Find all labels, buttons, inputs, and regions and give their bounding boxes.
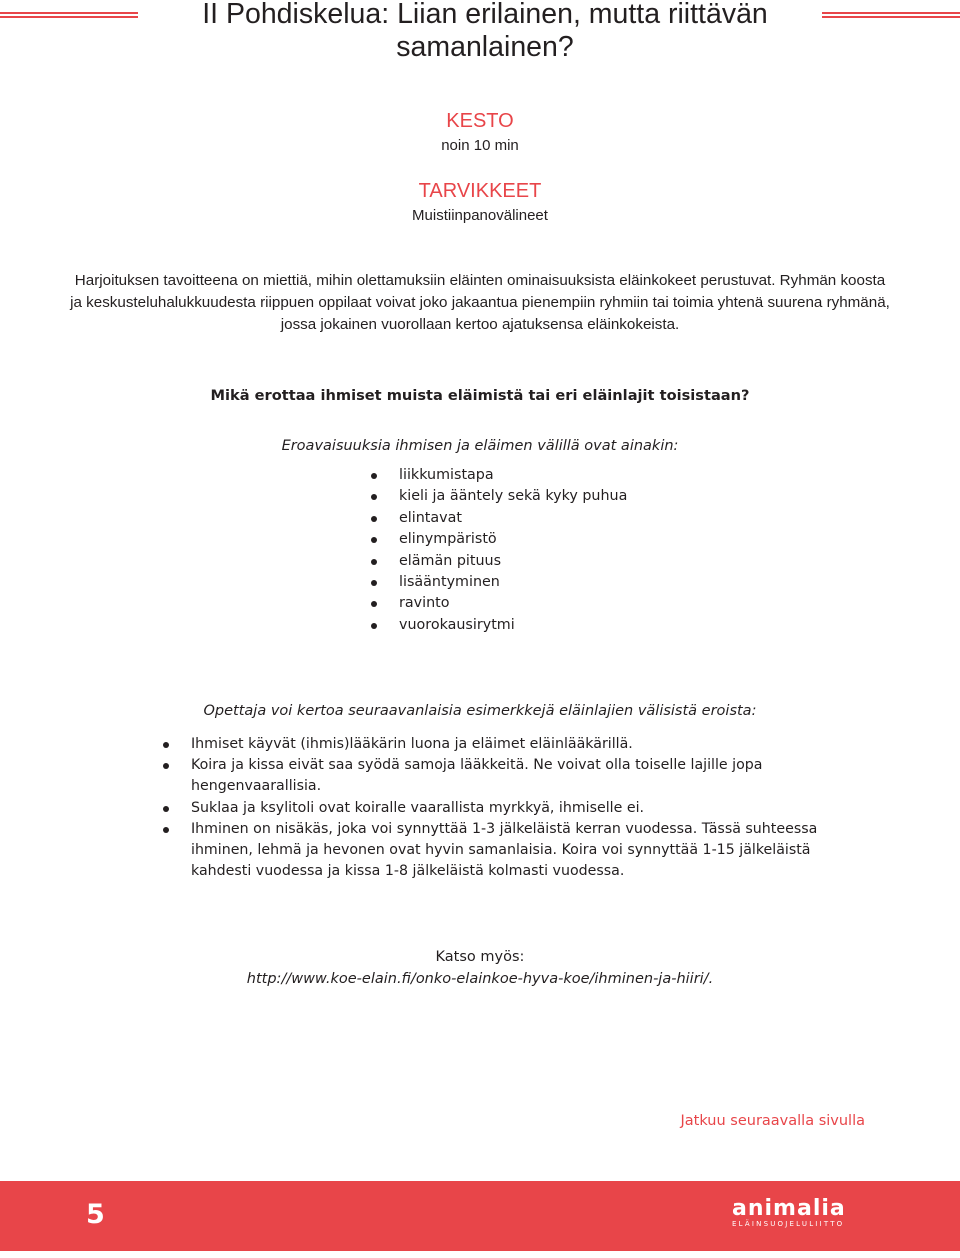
list-item: ravinto (357, 593, 627, 614)
duration-value: noin 10 min (441, 137, 519, 154)
header-rule-right (822, 12, 960, 22)
list-item: Ihmiset käyvät (ihmis)lääkärin luona ja eläimet eläinlääkärillä. (149, 734, 839, 755)
list-item: elämän pituus (357, 551, 627, 572)
see-also-label: Katso myös: (435, 949, 525, 965)
logo-name: animalia (732, 1196, 846, 1221)
examples-lead: Opettaja voi kertoa seuraavanlaisia esimerkkejä eläinlajien välisistä eroista: (203, 703, 757, 719)
list-item: vuorokausirytmi (357, 615, 627, 636)
animalia-logo (732, 1198, 865, 1228)
differences-lead: Eroavaisuuksia ihmisen ja eläimen välillä ovat ainakin: (281, 438, 679, 454)
materials-value: Muistiinpanovälineet (412, 207, 548, 224)
see-also-link[interactable]: http://www.koe-elain.fi/onko-elainkoe-hyva-koe/ihminen-ja-hiiri/. (246, 971, 714, 987)
footer-bar (0, 1181, 960, 1251)
examples-list (149, 734, 839, 882)
materials-heading: TARVIKKEET (418, 180, 542, 202)
differences-list (357, 465, 627, 636)
page-number: 5 (86, 1199, 105, 1230)
list-item: elintavat (357, 508, 627, 529)
list-item: Suklaa ja ksylitoli ovat koiralle vaarallista myrkkyä, ihmiselle ei. (149, 798, 839, 819)
list-item: kieli ja ääntely sekä kyky puhua (357, 486, 627, 507)
list-item: lisääntyminen (357, 572, 627, 593)
list-item: elinympäristö (357, 529, 627, 550)
intro-paragraph: Harjoituksen tavoitteena on miettiä, mihin olettamuksiin eläinten ominaisuuksista eläinkokeet perustuvat. Ryhmän koosta ja keskusteluhalukkuudesta riippuen oppilaat voivat joko jakaantua pienempiin ryhmiin tai toimia yhtenä suurena ryhmänä, jossa jokainen vuorollaan kertoo ajatuksensa eläinkokeista. (70, 272, 890, 333)
duration-heading: KESTO (446, 110, 514, 132)
list-item: Koira ja kissa eivät saa syödä samoja lääkkeitä. Ne voivat olla toiselle lajille jopa hengenvaarallisia. (149, 755, 839, 797)
list-item: Ihminen on nisäkäs, joka voi synnyttää 1-3 jälkeläistä kerran vuodessa. Tässä suhteessa ihminen, lehmä ja hevonen ovat hyvin samanlaisia. Koira voi synnyttää 1-15 jälkeläistä kahdesti vuodessa ja kissa 1-8 jälkeläistä kolmasti vuodessa. (149, 819, 839, 883)
list-item: liikkumistapa (357, 465, 627, 486)
discussion-question: Mikä erottaa ihmiset muista eläimistä tai eri eläinlajit toisistaan? (210, 387, 750, 404)
logo-subtitle: ELÄINSUOJELULIITTO (732, 1220, 845, 1228)
header-rule-left (0, 12, 138, 22)
page-title: II Pohdiskelua: Liian erilainen, mutta riittävän samanlainen? (202, 0, 768, 63)
continue-note: Jatkuu seuraavalla sivulla (680, 1113, 865, 1129)
